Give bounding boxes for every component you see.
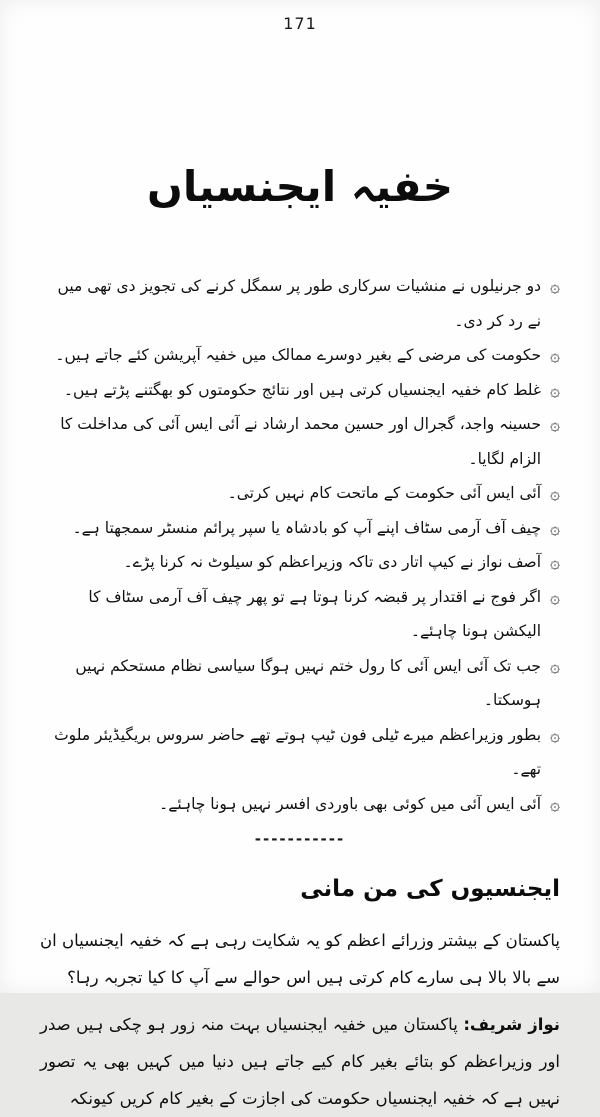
- list-item: [44, 787, 560, 822]
- star-bullet-icon: ۞: [550, 587, 560, 608]
- dashed-separator: -----------: [254, 830, 346, 848]
- list-item: [44, 338, 560, 373]
- star-bullet-icon: ۞: [550, 415, 560, 435]
- list-item-text: چیف آف آرمی سٹاف اپنے آپ کو بادشاہ یا سپر پرائم منسٹر سمجھتا ہے۔: [72, 518, 542, 537]
- list-item-text: حکومت کی مرضی کے بغیر دوسرے ممالک میں خفیہ آپریشن کئے جاتے ہیں۔: [55, 346, 542, 364]
- interview-question: پاکستان کے بیشتر وزرائے اعظم کو یہ شکایت رہی ہے کہ خفیہ ایجنسیاں ان سے بالا بالا ہی سارے کام کرتی ہیں اس حوالے سے آپ کا کیا تجربہ رہا؟: [40, 931, 560, 987]
- list-item-text: بطور وزیراعظم میرے ٹیلی فون ٹیپ ہوتے تھے حاضر سروس بریگیڈیئر ملوث تھے۔: [54, 725, 542, 778]
- speaker-name: نواز شریف:: [463, 1015, 560, 1034]
- list-item-text: حسینہ واجد، گجرال اور حسین محمد ارشاد نے آئی ایس آئی کی مداخلت کا الزام لگایا۔: [60, 415, 542, 468]
- chapter-title: خفیہ ایجنسیاں: [147, 162, 453, 211]
- star-bullet-icon: ۞: [550, 553, 560, 573]
- list-item: [44, 373, 560, 408]
- star-bullet-icon: ۞: [550, 794, 560, 815]
- list-item: [44, 580, 560, 649]
- list-item: [44, 718, 560, 787]
- list-item-text: دو جرنیلوں نے منشیات سرکاری طور پر سمگل کرنے کی تجویز دی تھی میں نے رد کر دی۔: [57, 277, 542, 330]
- page-number: 171: [283, 14, 317, 33]
- list-item: [44, 649, 560, 718]
- list-item: [44, 407, 560, 476]
- star-bullet-icon: ۞: [550, 380, 560, 401]
- section-heading: ایجنسیوں کی من مانی: [300, 876, 560, 902]
- list-item-text: غلط کام خفیہ ایجنسیاں کرتی ہیں اور نتائج حکومتوں کو بھگتنے پڑتے ہیں۔: [63, 380, 542, 399]
- list-item-text: اگر فوج نے اقتدار پر قبضہ کرنا ہوتا ہے تو پھر چیف آف آرمی سٹاف کا الیکشن ہونا چاہئے۔: [88, 587, 542, 640]
- interview-answer: [40, 1006, 560, 1117]
- star-bullet-icon: ۞: [550, 484, 560, 504]
- list-item: [44, 269, 560, 338]
- list-item-text: آئی ایس آئی حکومت کے ماتحت کام نہیں کرتی۔: [227, 484, 542, 502]
- list-item: [44, 511, 560, 546]
- star-bullet-icon: ۞: [550, 346, 560, 366]
- star-bullet-icon: ۞: [550, 656, 560, 677]
- list-item-text: جب تک آئی ایس آئی کا رول ختم نہیں ہوگا سیاسی نظام مستحکم نہیں ہوسکتا۔: [75, 656, 542, 709]
- star-bullet-icon: ۞: [550, 277, 560, 297]
- list-item: [44, 476, 560, 511]
- star-bullet-icon: ۞: [550, 518, 560, 539]
- list-item-text: آصف نواز نے کیپ اتار دی تاکہ وزیراعظم کو سیلوٹ نہ کرنا پڑے۔: [123, 553, 542, 571]
- answer-text: پاکستان میں خفیہ ایجنسیاں بہت منہ زور ہو چکی ہیں صدر اور وزیراعظم کو بتائے بغیر کام کیے جاتے ہیں دنیا میں کہیں بھی یہ تصور نہیں ہے کہ خفیہ ایجنسیاں حکومت کی اجازت کے بغیر کام کریں کیونکہ: [40, 1015, 560, 1108]
- list-item: [44, 545, 560, 580]
- star-bullet-icon: ۞: [550, 725, 560, 746]
- bullet-list: [44, 269, 560, 821]
- list-item-text: آئی ایس آئی میں کوئی بھی باوردی افسر نہیں ہونا چاہئے۔: [159, 794, 542, 813]
